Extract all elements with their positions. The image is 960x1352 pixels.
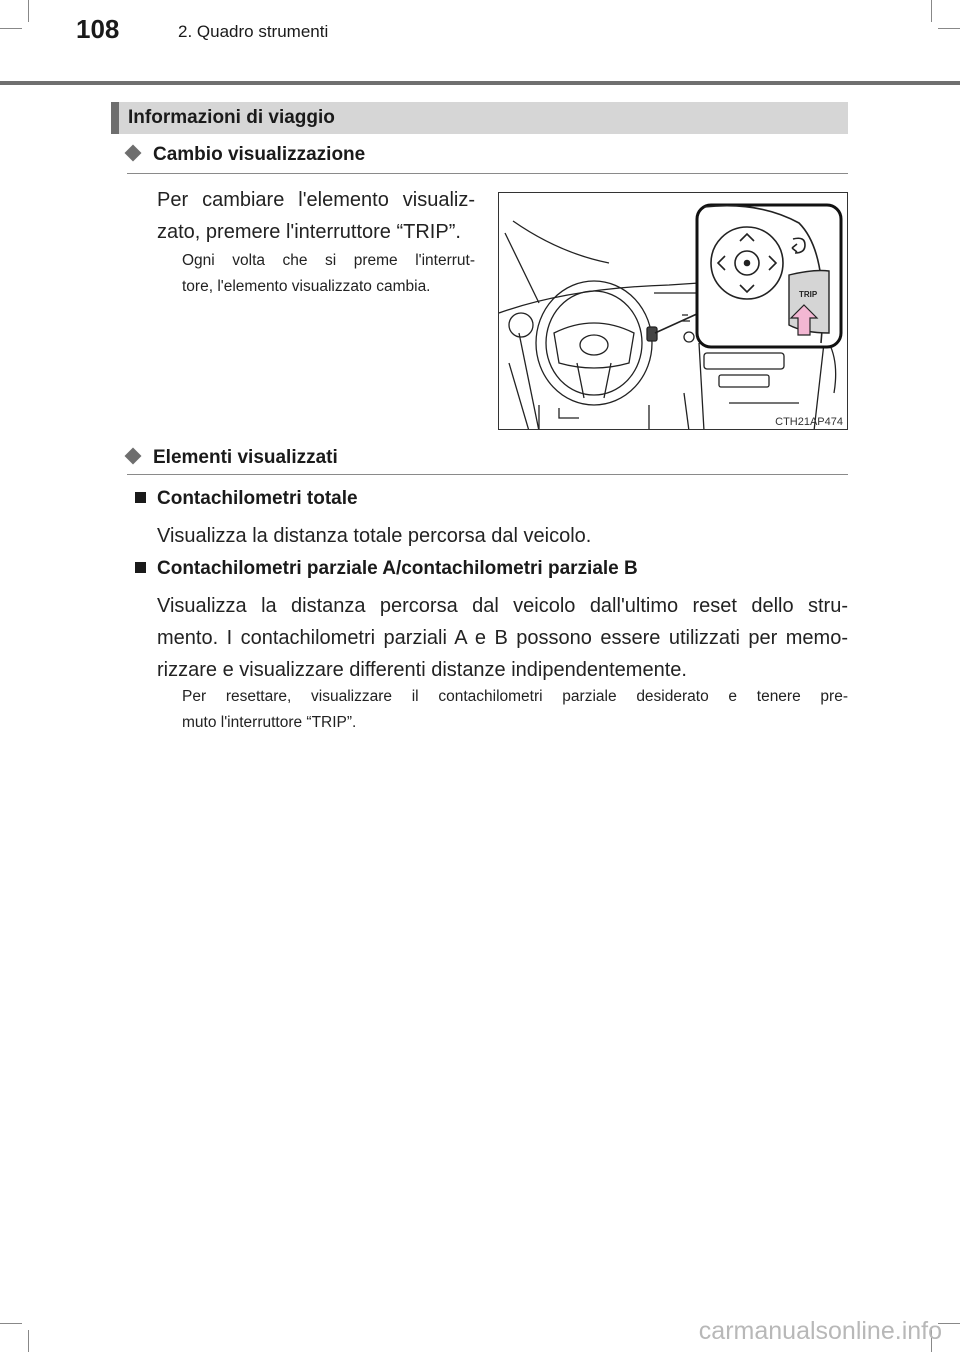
- note-line: tore, l'elemento visualizzato cambia.: [182, 278, 431, 295]
- watermark: carmanualsonline.info: [698, 1317, 942, 1345]
- page-number: 108: [76, 14, 120, 44]
- item-heading-totale: [135, 488, 358, 510]
- subsection-divider: [127, 173, 848, 174]
- section-heading-bar: [111, 102, 848, 134]
- crop-mark: [938, 28, 960, 29]
- note-parziale: [182, 684, 848, 736]
- paragraph-line: zato, premere l'interruttore “TRIP”.: [157, 221, 461, 243]
- item-text-parziale: [157, 590, 848, 686]
- square-bullet-icon: [135, 562, 146, 573]
- section-accent: [111, 102, 119, 134]
- subsection-title-elementi: [127, 447, 338, 469]
- subsection-title-cambio: [127, 144, 365, 166]
- section-title: Informazioni di viaggio: [128, 107, 335, 128]
- paragraph-line: Per cambiare l'elemento visualiz-: [157, 189, 475, 211]
- paragraph-line: mento. I contachilometri parziali A e B possono essere utilizzati per memo-: [157, 627, 848, 649]
- paragraph-line: Visualizza la distanza percorsa dal veicolo dall'ultimo reset dello stru-: [157, 595, 848, 617]
- note-line: Per resettare, visualizzare il contachilometri parziale desiderato e tenere pre-: [182, 688, 848, 705]
- subsection-title-text: Cambio visualizzazione: [153, 144, 366, 165]
- header-divider: [0, 81, 960, 85]
- subsection-divider: [127, 474, 848, 475]
- crop-mark: [28, 0, 29, 22]
- diamond-bullet-icon: [125, 448, 142, 465]
- note-cambio: [182, 248, 475, 300]
- chapter-title: 2. Quadro strumenti: [178, 22, 329, 41]
- crop-mark: [931, 0, 932, 22]
- figure-code: CTH21AP474: [775, 416, 843, 428]
- crop-mark: [0, 1323, 22, 1324]
- item-heading-parziale: [135, 558, 638, 580]
- paragraph-cambio: [157, 184, 475, 248]
- paragraph-line: rizzare e visualizzare differenti distanze indipendentemente.: [157, 659, 687, 681]
- note-line: muto l'interruttore “TRIP”.: [182, 714, 357, 731]
- crop-mark: [0, 28, 22, 29]
- square-bullet-icon: [135, 492, 146, 503]
- note-line: Ogni volta che si preme l'interrut-: [182, 252, 475, 269]
- crop-mark: [28, 1330, 29, 1352]
- diamond-bullet-icon: [125, 145, 142, 162]
- item-heading-text: Contachilometri totale: [157, 488, 358, 509]
- dashboard-drawing: [499, 193, 848, 430]
- trip-button-label: TRIP: [799, 290, 818, 299]
- item-text-totale: Visualizza la distanza totale percorsa dal veicolo.: [157, 525, 592, 547]
- subsection-title-text: Elementi visualizzati: [153, 447, 338, 468]
- steering-wheel-illustration: [498, 192, 848, 430]
- item-heading-text: Contachilometri parziale A/contachilometri parziale B: [157, 558, 638, 579]
